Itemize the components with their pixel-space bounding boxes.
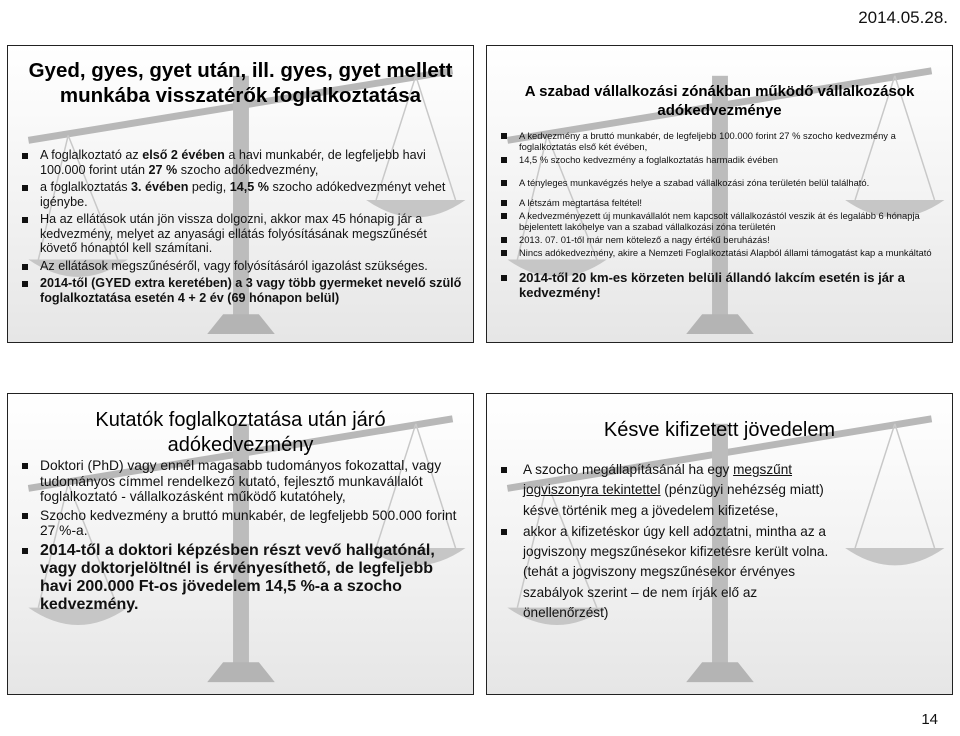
bullet-icon xyxy=(501,133,507,139)
slide-title: Gyed, gyes, gyet után, ill. gyes, gyet mellett munkába visszatérők foglalkoztatása xyxy=(28,59,453,107)
list-item: A tényleges munkavégzés helye a szabad vállalkozási zóna területén belül található. xyxy=(501,177,941,188)
list-item: 2013. 07. 01-től már nem kötelező a nagy értékű beruházás! xyxy=(501,234,941,245)
slide-szabad-vallalkozasi-zona xyxy=(486,45,953,343)
bullet-icon xyxy=(501,275,507,281)
list-item: akkor a kifizetéskor úgy kell adóztatni, mintha az a jogviszony megszűnésekor kifizetésre került volna. (tehát a jogviszony megszűnésekor érvényes szabályok szerint – de nem írják elő az önellenőrzést) xyxy=(501,522,841,623)
bullet-icon xyxy=(22,217,28,223)
bullet-icon xyxy=(501,157,507,163)
list-item: 14,5 % szocho kedvezmény a foglalkoztatás harmadik évében xyxy=(501,154,941,165)
slide-title: A szabad vállalkozási zónákban működő vállalkozások adókedvezménye xyxy=(524,83,915,119)
list-item: A szocho megállapításánál ha egy megszűnt jogviszonyra tekintettel (pénzügyi nehézség miatt) késve történik meg a jövedelem kifizetése, xyxy=(501,460,841,521)
bullet-icon xyxy=(501,200,507,206)
list-item: Szocho kedvezmény a bruttó munkabér, de legfeljebb 500.000 forint 27 %-a. xyxy=(22,508,462,539)
bullet-icon xyxy=(501,180,507,186)
list-item: A foglalkoztató az első 2 évében a havi munkabér, de legfeljebb havi 100.000 forint után 27 % szocho adókedvezmény, xyxy=(22,148,462,177)
list-item: 2014-től 20 km-es körzeten belüli állandó lakcím esetén is jár a kedvezmény! xyxy=(501,270,941,300)
bullet-icon xyxy=(22,185,28,191)
list-item: a foglalkoztatás 3. évében pedig, 14,5 % szocho adókedvezményt vehet igénybe. xyxy=(22,180,462,209)
bullet-icon xyxy=(501,529,507,535)
list-item: A kedvezményezett új munkavállalót nem kapcsolt vállalkozástól veszik át és legalább 6 hónapja bejelentett lakóhelye van a szabad vállalkozási zóna területén xyxy=(501,210,941,232)
list-item: A létszám megtartása feltétel! xyxy=(501,197,941,208)
list-item: Doktori (PhD) vagy ennél magasabb tudományos fokozattal, vagy tudományos címmel rendelkező kutató, fejlesztő munkavállalót foglalkoztató - vállalkozásként működő kutatóhely, xyxy=(22,458,462,505)
list-item: 2014-től a doktori képzésben részt vevő hallgatónál, vagy doktorjelöltnél is érvényesíthető, de legfeljebb havi 200.000 Ft-os jövedelem 14,5 %-a a szocho kedvezmény. xyxy=(22,542,462,614)
list-item: Ha az ellátások után jön vissza dolgozni, akkor max 45 hónapig jár a kedvezmény, melyet az anyasági ellátás folyósításának megszűnését követő hónaptól kell számítani. xyxy=(22,212,462,256)
slide-title: Késve kifizetett jövedelem xyxy=(603,419,836,441)
bullet-icon xyxy=(501,250,507,256)
bullet-icon xyxy=(501,213,507,219)
slide-title: Kutatók foglalkoztatása után járó adókedvezmény xyxy=(95,409,386,456)
bullet-icon xyxy=(22,463,28,469)
bullet-icon xyxy=(22,281,28,287)
bullet-icon xyxy=(501,467,507,473)
bullet-icon xyxy=(501,237,507,243)
list-item: Az ellátások megszűnéséről, vagy folyósításáról igazolást szükséges. xyxy=(22,259,462,274)
bullet-icon xyxy=(22,153,28,159)
bullet-icon xyxy=(22,513,28,519)
slide-kutatok-foglalkoztatasa xyxy=(7,393,474,695)
bullet-icon xyxy=(22,548,28,554)
slide-keseve-kifizetett-jovedelem xyxy=(486,393,953,695)
list-item: A kedvezmény a bruttó munkabér, de legfeljebb 100.000 forint 27 % szocho kedvezmény a foglalkoztatás első két évében, xyxy=(501,130,941,152)
date-stamp: 2014.05.28. xyxy=(858,8,948,27)
slide-gyed-gyes xyxy=(7,45,474,343)
bullet-icon xyxy=(22,264,28,270)
list-item: Nincs adókedvezmény, akire a Nemzeti Foglalkoztatási Alapból állami támogatást kap a munkáltató xyxy=(501,247,941,258)
list-item: 2014-től (GYED extra keretében) a 3 vagy több gyermeket nevelő szülő foglalkoztatása esetén 4 + 2 év (69 hónapon belül) xyxy=(22,276,462,305)
page-number: 14 xyxy=(921,711,938,728)
